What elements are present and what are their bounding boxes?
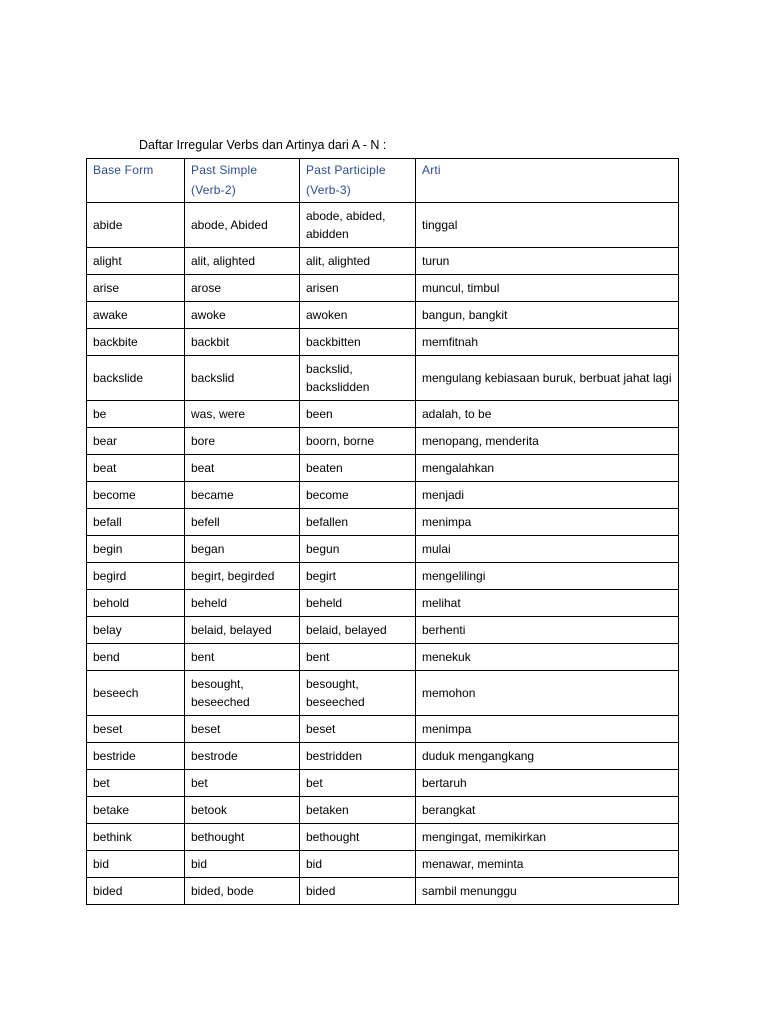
cell-past-simple: arose [185, 275, 300, 302]
cell-past-simple: was, were [185, 401, 300, 428]
cell-base-form: bid [87, 851, 185, 878]
cell-past-participle: abode, abided, abidden [300, 203, 416, 248]
cell-arti: memfitnah [416, 329, 679, 356]
cell-base-form: behold [87, 590, 185, 617]
header-arti [416, 159, 679, 203]
cell-base-form: awake [87, 302, 185, 329]
cell-arti: mulai [416, 536, 679, 563]
cell-past-simple: beat [185, 455, 300, 482]
cell-base-form: bear [87, 428, 185, 455]
cell-base-form: begird [87, 563, 185, 590]
cell-past-simple: besought, beseeched [185, 671, 300, 716]
header-past-participle-sublabel: (Verb-3) [306, 183, 351, 197]
cell-base-form: bestride [87, 743, 185, 770]
header-past-participle-label: Past Participle [306, 163, 386, 177]
table-row [87, 302, 679, 329]
cell-base-form: bethink [87, 824, 185, 851]
cell-past-simple: betook [185, 797, 300, 824]
cell-arti: menawar, meminta [416, 851, 679, 878]
cell-past-simple: alit, alighted [185, 248, 300, 275]
cell-past-simple: abode, Abided [185, 203, 300, 248]
irregular-verbs-table [86, 158, 679, 905]
cell-past-participle: alit, alighted [300, 248, 416, 275]
table-row [87, 509, 679, 536]
table-row [87, 248, 679, 275]
cell-past-participle: beheld [300, 590, 416, 617]
cell-base-form: belay [87, 617, 185, 644]
header-past-simple [185, 159, 300, 203]
cell-arti: mengingat, memikirkan [416, 824, 679, 851]
cell-base-form: arise [87, 275, 185, 302]
cell-arti: mengalahkan [416, 455, 679, 482]
cell-base-form: beset [87, 716, 185, 743]
table-row [87, 563, 679, 590]
header-base-form-label: Base Form [93, 163, 154, 177]
cell-base-form: befall [87, 509, 185, 536]
cell-past-simple: bestrode [185, 743, 300, 770]
cell-past-simple: became [185, 482, 300, 509]
cell-past-simple: awoke [185, 302, 300, 329]
cell-past-participle: been [300, 401, 416, 428]
cell-past-simple: bore [185, 428, 300, 455]
cell-past-participle: begun [300, 536, 416, 563]
table-row [87, 851, 679, 878]
cell-arti: menopang, menderita [416, 428, 679, 455]
cell-arti: sambil menunggu [416, 878, 679, 905]
cell-base-form: bend [87, 644, 185, 671]
cell-arti: menimpa [416, 716, 679, 743]
cell-arti: berhenti [416, 617, 679, 644]
table-row [87, 482, 679, 509]
table-row [87, 590, 679, 617]
cell-past-participle: backslid, backslidden [300, 356, 416, 401]
cell-arti: muncul, timbul [416, 275, 679, 302]
cell-past-simple: beset [185, 716, 300, 743]
cell-base-form: abide [87, 203, 185, 248]
cell-past-participle: belaid, belayed [300, 617, 416, 644]
table-row [87, 428, 679, 455]
cell-past-simple: backslid [185, 356, 300, 401]
cell-arti: mengulang kebiasaan buruk, berbuat jahat lagi [416, 356, 679, 401]
cell-past-participle: bent [300, 644, 416, 671]
header-past-simple-sublabel: (Verb-2) [191, 183, 236, 197]
cell-arti: menimpa [416, 509, 679, 536]
cell-past-simple: belaid, belayed [185, 617, 300, 644]
table-row [87, 797, 679, 824]
cell-past-simple: befell [185, 509, 300, 536]
table-row [87, 644, 679, 671]
cell-past-participle: bet [300, 770, 416, 797]
cell-past-simple: bid [185, 851, 300, 878]
cell-arti: menekuk [416, 644, 679, 671]
cell-past-participle: betaken [300, 797, 416, 824]
cell-base-form: bet [87, 770, 185, 797]
header-base-form [87, 159, 185, 203]
cell-base-form: betake [87, 797, 185, 824]
table-row [87, 716, 679, 743]
cell-past-participle: bethought [300, 824, 416, 851]
cell-past-participle: awoken [300, 302, 416, 329]
cell-base-form: beat [87, 455, 185, 482]
document-title: Daftar Irregular Verbs dan Artinya dari A - N : [139, 138, 387, 152]
table-row [87, 275, 679, 302]
table-row [87, 203, 679, 248]
cell-arti: menjadi [416, 482, 679, 509]
cell-arti: bangun, bangkit [416, 302, 679, 329]
cell-past-simple: bided, bode [185, 878, 300, 905]
cell-base-form: backslide [87, 356, 185, 401]
cell-past-participle: begirt [300, 563, 416, 590]
cell-arti: turun [416, 248, 679, 275]
cell-past-participle: besought, beseeched [300, 671, 416, 716]
cell-arti: tinggal [416, 203, 679, 248]
cell-past-participle: beset [300, 716, 416, 743]
cell-arti: bertaruh [416, 770, 679, 797]
table-header-row [87, 159, 679, 203]
cell-base-form: become [87, 482, 185, 509]
table-row [87, 878, 679, 905]
cell-arti: berangkat [416, 797, 679, 824]
cell-arti: mengelilingi [416, 563, 679, 590]
table-row [87, 455, 679, 482]
table-row [87, 743, 679, 770]
cell-past-participle: bid [300, 851, 416, 878]
table-row [87, 671, 679, 716]
header-arti-label: Arti [422, 163, 441, 177]
table-row [87, 356, 679, 401]
cell-past-participle: backbitten [300, 329, 416, 356]
table-row [87, 401, 679, 428]
cell-arti: duduk mengangkang [416, 743, 679, 770]
table-row [87, 770, 679, 797]
cell-past-simple: beheld [185, 590, 300, 617]
cell-past-simple: begirt, begirded [185, 563, 300, 590]
cell-arti: memohon [416, 671, 679, 716]
cell-base-form: be [87, 401, 185, 428]
cell-past-participle: boorn, borne [300, 428, 416, 455]
cell-past-simple: bet [185, 770, 300, 797]
table-row [87, 536, 679, 563]
table-row [87, 329, 679, 356]
cell-arti: adalah, to be [416, 401, 679, 428]
cell-past-participle: bided [300, 878, 416, 905]
cell-past-simple: backbit [185, 329, 300, 356]
cell-past-simple: began [185, 536, 300, 563]
cell-past-participle: bestridden [300, 743, 416, 770]
table-row [87, 824, 679, 851]
header-past-simple-label: Past Simple [191, 163, 258, 177]
cell-past-participle: arisen [300, 275, 416, 302]
table-row [87, 617, 679, 644]
cell-past-participle: befallen [300, 509, 416, 536]
cell-base-form: bided [87, 878, 185, 905]
cell-past-participle: beaten [300, 455, 416, 482]
cell-past-participle: become [300, 482, 416, 509]
cell-past-simple: bethought [185, 824, 300, 851]
cell-base-form: alight [87, 248, 185, 275]
cell-base-form: beseech [87, 671, 185, 716]
header-past-participle [300, 159, 416, 203]
cell-past-simple: bent [185, 644, 300, 671]
cell-arti: melihat [416, 590, 679, 617]
cell-base-form: backbite [87, 329, 185, 356]
cell-base-form: begin [87, 536, 185, 563]
